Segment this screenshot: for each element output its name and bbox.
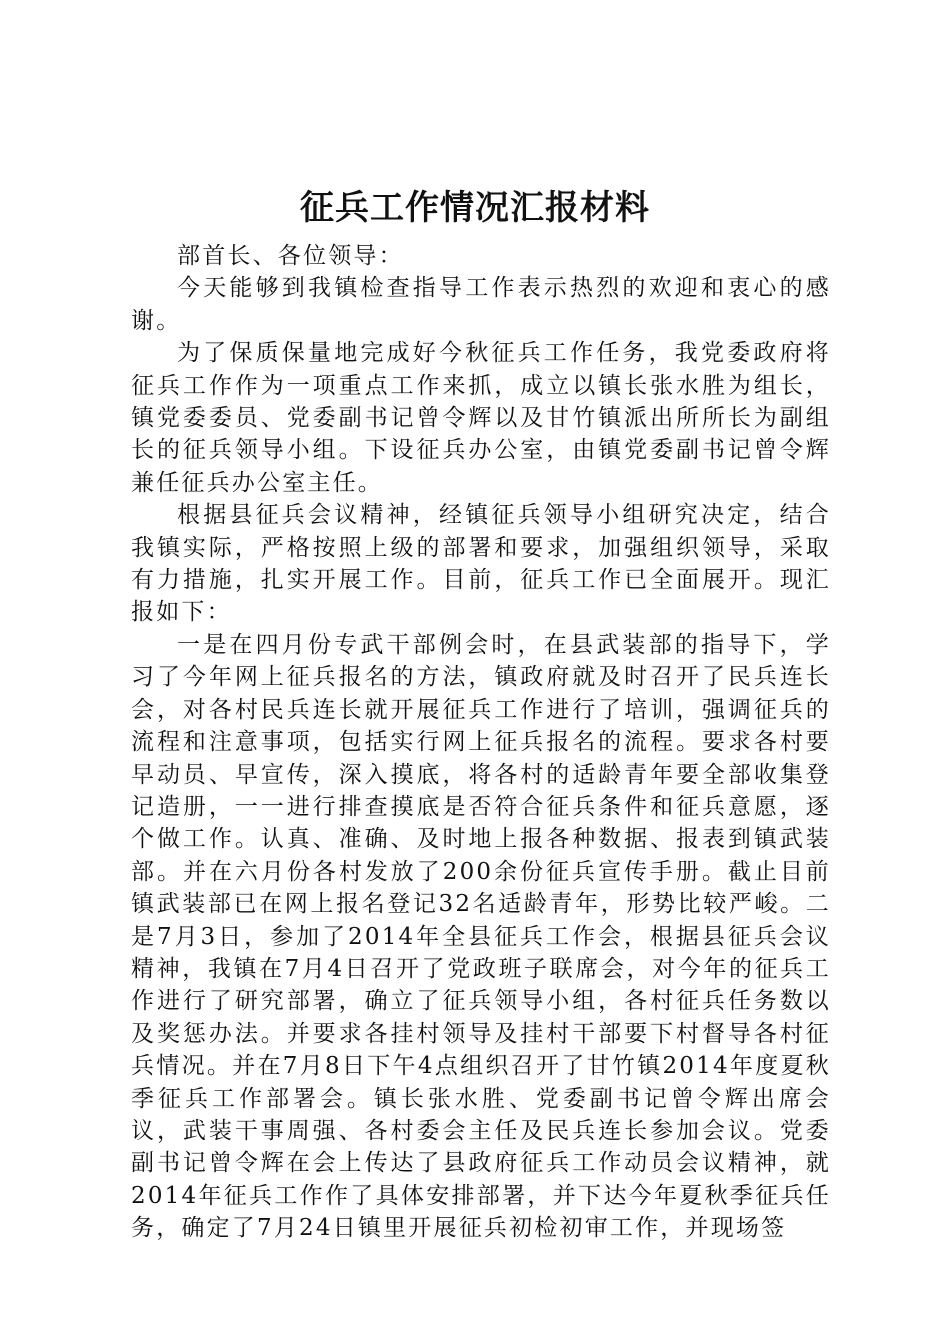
document-title: 征兵工作情况汇报材料 <box>300 188 650 228</box>
overview-paragraph: 根据县征兵会议精神，经镇征兵领导小组研究决定，结合我镇实际，严格按照上级的部署和要求，加强组织领导，采取有力措施，扎实开展工作。目前，征兵工作已全面展开。现汇报如下： <box>131 502 831 626</box>
welcome-paragraph: 今天能够到我镇检查指导工作表示热烈的欢迎和衷心的感谢。 <box>131 275 831 334</box>
work-details-paragraph: 一是在四月份专武干部例会时，在县武装部的指导下，学习了今年网上征兵报名的方法，镇政府就及时召开了民兵连长会，对各村民兵连长就开展征兵工作进行了培训，强调征兵的流程和注意事项，包括实行网上征兵报名的流程。要求各村要早动员、早宣传，深入摸底，将各村的适龄青年要全部收集登记造册，一一进行排查摸底是否符合征兵条件和征兵意愿，逐个做工作。认真、准确、及时地上报各种数据、报表到镇武装部。并在六月份各村发放了200余份征兵宣传手册。截止目前镇武装部已在网上报名登记32名适龄青年，形势比较严峻。二是7月3日，参加了2014年全县征兵工作会，根据县征兵会议精神，我镇在7月4日召开了党政班子联席会，对今年的征兵工作进行了研究部署，确立了征兵领导小组，各村征兵任务数以及奖惩办法。并要求各挂村领导及挂村干部要下村督导各村征兵情况。并在7月8日下午4点组织召开了甘竹镇2014年度夏秋季征兵工作部署会。镇长张水胜、党委副书记曾令辉出席会议，武装干事周强、各村委会主任及民兵连长参加会议。党委副书记曾令辉在会上传达了县政府征兵工作动员会议精神，就2014年征兵工作作了具体安排部署，并下达今年夏秋季征兵任务，确定了7月24日镇里开展征兵初检初审工作，并现场签 <box>131 631 831 1242</box>
salutation-paragraph: 部首长、各位领导： <box>177 243 404 269</box>
document-body <box>131 240 831 1245</box>
leadership-group-paragraph: 为了保质保量地完成好今秋征兵工作任务，我党委政府将征兵工作作为一项重点工作来抓，成立以镇长张水胜为组长，镇党委委员、党委副书记曾令辉以及甘竹镇派出所所长为副组长的征兵领导小组。下设征兵办公室，由镇党委副书记曾令辉兼任征兵办公室主任。 <box>131 340 831 496</box>
